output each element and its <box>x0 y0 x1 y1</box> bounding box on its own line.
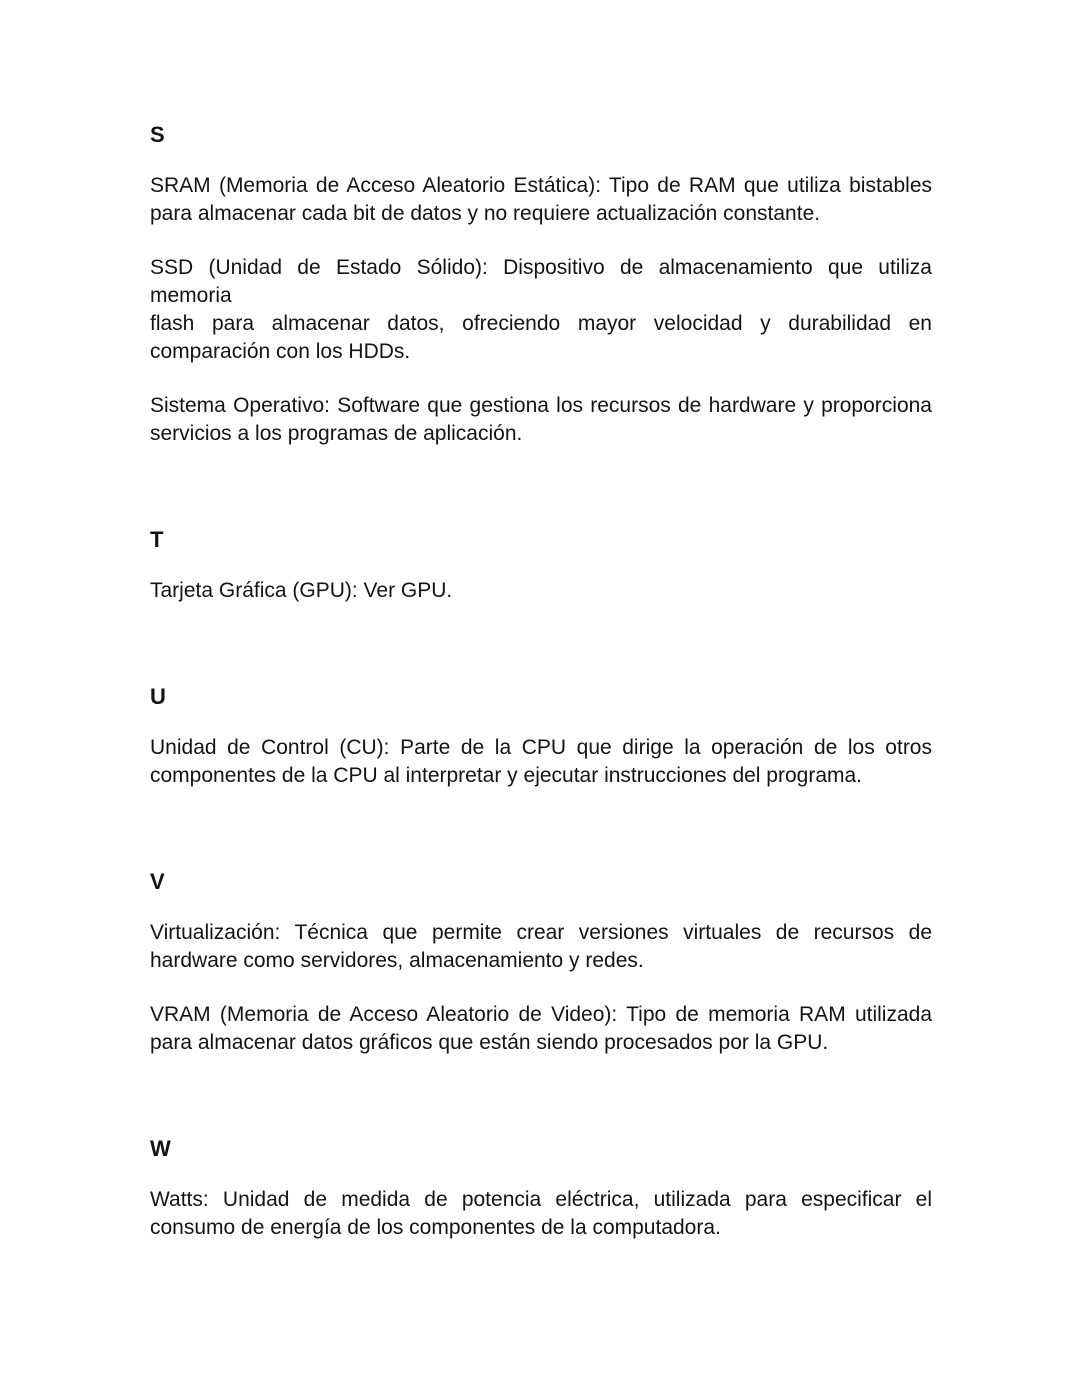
glossary-entry-line: comparación con los HDDs. <box>150 340 411 363</box>
glossary-entry-line: consumo de energía de los componentes de la computadora. <box>150 1216 721 1239</box>
glossary-entry <box>150 734 932 790</box>
glossary-letter-heading: V <box>150 869 165 894</box>
glossary-entry-line: servicios a los programas de aplicación. <box>150 422 523 445</box>
glossary-entry-line: para almacenar datos gráficos que están siendo procesados por la GPU. <box>150 1031 829 1054</box>
glossary-entry-line: Watts: Unidad de medida de potencia eléctrica, utilizada para especificar el <box>150 1188 932 1211</box>
glossary-letter-heading: S <box>150 122 165 147</box>
glossary-entry <box>150 254 932 366</box>
glossary-entry-line: SRAM (Memoria de Acceso Aleatorio Estática): Tipo de RAM que utiliza bistables <box>150 174 932 197</box>
glossary-entry-line: flash para almacenar datos, ofreciendo mayor velocidad y durabilidad en <box>150 312 932 335</box>
glossary-entry <box>150 1001 932 1057</box>
glossary-entry-line: Tarjeta Gráfica (GPU): Ver GPU. <box>150 579 453 602</box>
glossary-entry <box>150 1186 932 1242</box>
glossary-entry <box>150 392 932 448</box>
glossary-entry-line: hardware como servidores, almacenamiento y redes. <box>150 949 644 972</box>
glossary-entry-line: SSD (Unidad de Estado Sólido): Dispositivo de almacenamiento que utiliza memoria <box>150 256 932 307</box>
glossary-entry-line: Sistema Operativo: Software que gestiona los recursos de hardware y proporciona <box>150 394 932 417</box>
glossary-entry <box>150 577 932 605</box>
glossary-entry-line: Unidad de Control (CU): Parte de la CPU que dirige la operación de los otros <box>150 736 932 759</box>
glossary-entry <box>150 172 932 228</box>
glossary-entry-line: Virtualización: Técnica que permite crear versiones virtuales de recursos de <box>150 921 932 944</box>
glossary-entry-line: VRAM (Memoria de Acceso Aleatorio de Video): Tipo de memoria RAM utilizada <box>150 1003 932 1026</box>
glossary-letter-heading: W <box>150 1136 171 1161</box>
glossary-letter-heading: U <box>150 684 166 709</box>
glossary-letter-heading: T <box>150 527 164 552</box>
glossary-entry-line: componentes de la CPU al interpretar y ejecutar instrucciones del programa. <box>150 764 863 787</box>
glossary-entry <box>150 919 932 975</box>
glossary-entry-line: para almacenar cada bit de datos y no requiere actualización constante. <box>150 202 821 225</box>
